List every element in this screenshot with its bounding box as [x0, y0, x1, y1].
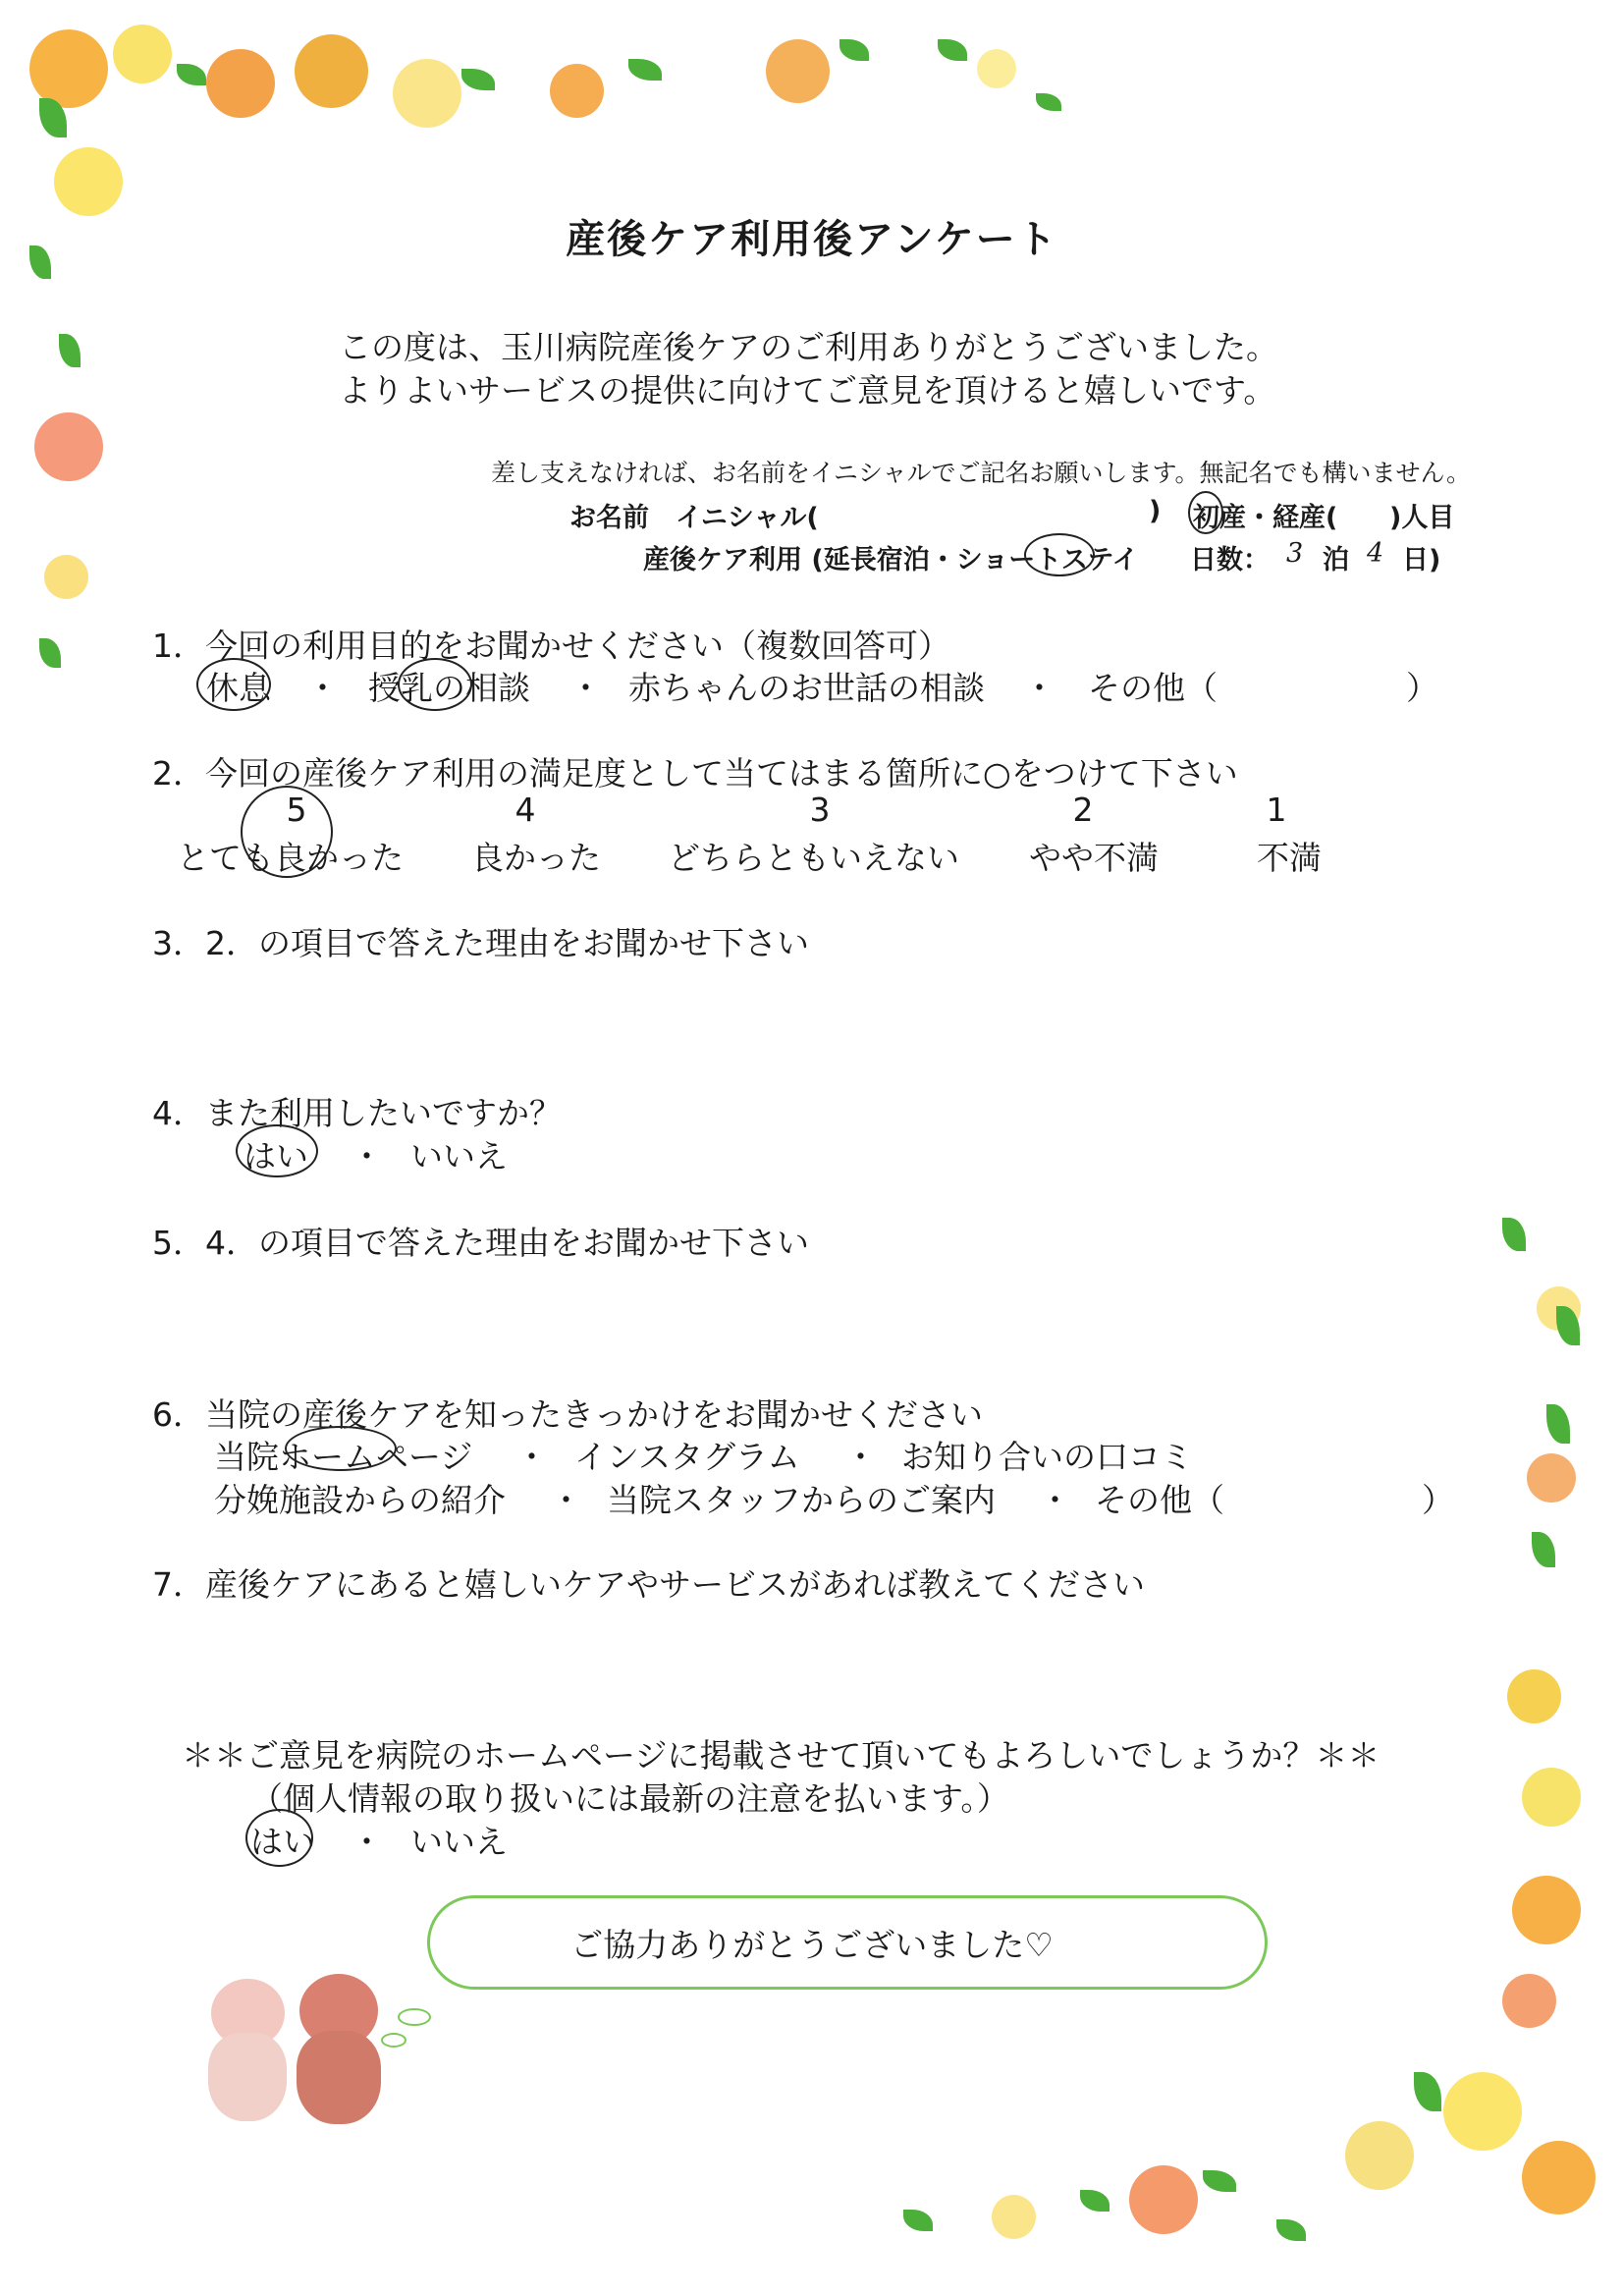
- handwritten-circle: [1188, 491, 1223, 534]
- page-title: 産後ケア利用後アンケート: [566, 217, 1058, 262]
- q1-other-close: ）: [1406, 669, 1438, 707]
- leaf-icon: [903, 2210, 933, 2231]
- flower-icon: [29, 29, 108, 108]
- scale-number: 3: [809, 791, 831, 829]
- scale-label: 良かった: [471, 839, 601, 877]
- parity-label: 初産・経産(: [1193, 503, 1338, 533]
- handwritten-circle: [245, 1809, 313, 1867]
- q6-option-referral: 分娩施設からの紹介: [214, 1481, 506, 1519]
- leaf-icon: [1203, 2170, 1236, 2192]
- separator: ・: [550, 1481, 582, 1519]
- separator: ・: [1039, 1481, 1071, 1519]
- q1-option-rest: 休息: [206, 669, 271, 707]
- q1-option-breastfeeding: 授乳の相談: [368, 669, 530, 707]
- flower-icon: [1522, 1768, 1581, 1827]
- scale-number: 1: [1266, 791, 1287, 829]
- leaf-icon: [1532, 1532, 1555, 1567]
- flower-icon: [1527, 1453, 1576, 1503]
- flower-icon: [54, 147, 123, 216]
- scale-label: やや不満: [1029, 839, 1159, 877]
- flower-icon: [206, 49, 275, 118]
- stay-type-label: 産後ケア利用 (延長宿泊・ショートステイ: [643, 545, 1139, 575]
- anonymity-note: 差し支えなければ、お名前をイニシャルでご記名お願いします。無記名でも構いません。: [491, 459, 1472, 487]
- handwritten-circle: [196, 658, 271, 711]
- initials-close: ): [1149, 496, 1162, 526]
- intro-line-2: よりよいサービスの提供に向けてご意見を頂けると嬉しいです。: [339, 371, 1276, 410]
- separator: ・: [1023, 669, 1056, 707]
- leaf-icon: [1546, 1404, 1570, 1444]
- q6-option-other: その他（: [1095, 1481, 1224, 1519]
- separator: ・: [569, 669, 602, 707]
- handwritten-circle: [398, 658, 472, 711]
- flower-icon: [992, 2195, 1036, 2239]
- intro-line-1: この度は、玉川病院産後ケアのご利用ありがとうございました。: [339, 328, 1278, 366]
- q1-option-other: その他（: [1088, 669, 1218, 707]
- q6-other-close: ）: [1422, 1481, 1454, 1519]
- scale-number: 2: [1072, 791, 1094, 829]
- leaf-icon: [938, 39, 967, 61]
- question-5: 5．4．の項目で答えた理由をお聞かせ下さい: [152, 1224, 809, 1262]
- days-label: 日数：: [1190, 545, 1270, 575]
- cloud-bubble: [398, 2008, 431, 2026]
- question-1: 1．今回の利用目的をお聞かせください（複数回答可）: [152, 627, 950, 665]
- q4-yes: はい: [244, 1137, 308, 1175]
- flower-icon: [44, 555, 88, 599]
- question-4: 4．また利用したいですか？: [152, 1094, 562, 1132]
- leaf-icon: [1502, 1218, 1526, 1251]
- scale-number: 5: [286, 791, 307, 829]
- q6-option-instagram: インスタグラム: [574, 1438, 800, 1476]
- separator: ・: [351, 1137, 383, 1175]
- bear-body: [297, 2031, 381, 2124]
- scale-number: 4: [514, 791, 536, 829]
- days-value: 4: [1367, 538, 1384, 569]
- flower-icon: [1502, 1974, 1556, 2028]
- consent-yes: はい: [250, 1823, 315, 1861]
- consent-note: （個人情報の取り扱いには最新の注意を払います。）: [250, 1779, 1009, 1818]
- flower-icon: [1507, 1669, 1561, 1723]
- separator: ・: [844, 1438, 877, 1476]
- initials-label: お名前 イニシャル(: [569, 503, 819, 533]
- question-3: 3．2．の項目で答えた理由をお聞かせ下さい: [152, 924, 809, 962]
- leaf-icon: [628, 59, 662, 81]
- question-2: 2．今回の産後ケア利用の満足度として当てはまる箇所に○をつけて下さい: [152, 754, 1238, 792]
- cloud-bubble: [381, 2033, 406, 2048]
- thanks-message: ご協力ありがとうございました♡: [570, 1926, 1054, 1964]
- handwritten-circle: [285, 1426, 397, 1471]
- parity-close: )人目: [1389, 503, 1455, 533]
- consent-question: ＊＊ご意見を病院のホームページに掲載させて頂いてもよろしいでしょうか？＊＊: [182, 1736, 1380, 1775]
- flower-icon: [1129, 2165, 1198, 2234]
- q6-option-homepage: 当院ホームページ: [214, 1438, 473, 1476]
- q6-option-staff: 当院スタッフからのご案内: [607, 1481, 996, 1519]
- separator: ・: [306, 669, 339, 707]
- flower-icon: [393, 59, 461, 128]
- leaf-icon: [39, 638, 61, 668]
- leaf-icon: [59, 334, 81, 367]
- scale-label: 不満: [1257, 839, 1322, 877]
- flower-icon: [34, 412, 103, 481]
- leaf-icon: [1276, 2219, 1306, 2241]
- question-6: 6．当院の産後ケアを知ったきっかけをお聞かせください: [152, 1395, 983, 1434]
- bear-body: [208, 2033, 287, 2121]
- flower-icon: [295, 34, 368, 108]
- separator: ・: [351, 1823, 383, 1861]
- leaf-icon: [1080, 2190, 1110, 2212]
- flower-icon: [766, 39, 830, 103]
- leaf-icon: [839, 39, 869, 61]
- days-unit: 日): [1402, 545, 1441, 575]
- handwritten-circle: [236, 1124, 318, 1177]
- q4-no: いいえ: [410, 1137, 508, 1175]
- nights-unit: 泊: [1323, 545, 1349, 575]
- flower-icon: [1443, 2072, 1522, 2151]
- question-7: 7．産後ケアにあると嬉しいケアやサービスがあれば教えてください: [152, 1565, 1145, 1604]
- handwritten-circle: [1024, 533, 1095, 576]
- scale-label: とても良かった: [177, 839, 404, 877]
- leaf-icon: [177, 64, 206, 85]
- flower-icon: [1522, 2141, 1596, 2214]
- leaf-icon: [1036, 93, 1061, 111]
- q6-option-word-of-mouth: お知り合いの口コミ: [901, 1438, 1193, 1476]
- flower-icon: [1345, 2121, 1414, 2190]
- leaf-icon: [1414, 2072, 1441, 2111]
- separator: ・: [515, 1438, 548, 1476]
- nights-value: 3: [1286, 538, 1304, 569]
- flower-icon: [977, 49, 1016, 88]
- scale-label: どちらともいえない: [668, 839, 959, 877]
- leaf-icon: [461, 69, 495, 90]
- flower-icon: [550, 64, 604, 118]
- flower-icon: [113, 25, 172, 83]
- q1-option-babycare: 赤ちゃんのお世話の相談: [628, 669, 985, 707]
- consent-no: いいえ: [410, 1823, 508, 1861]
